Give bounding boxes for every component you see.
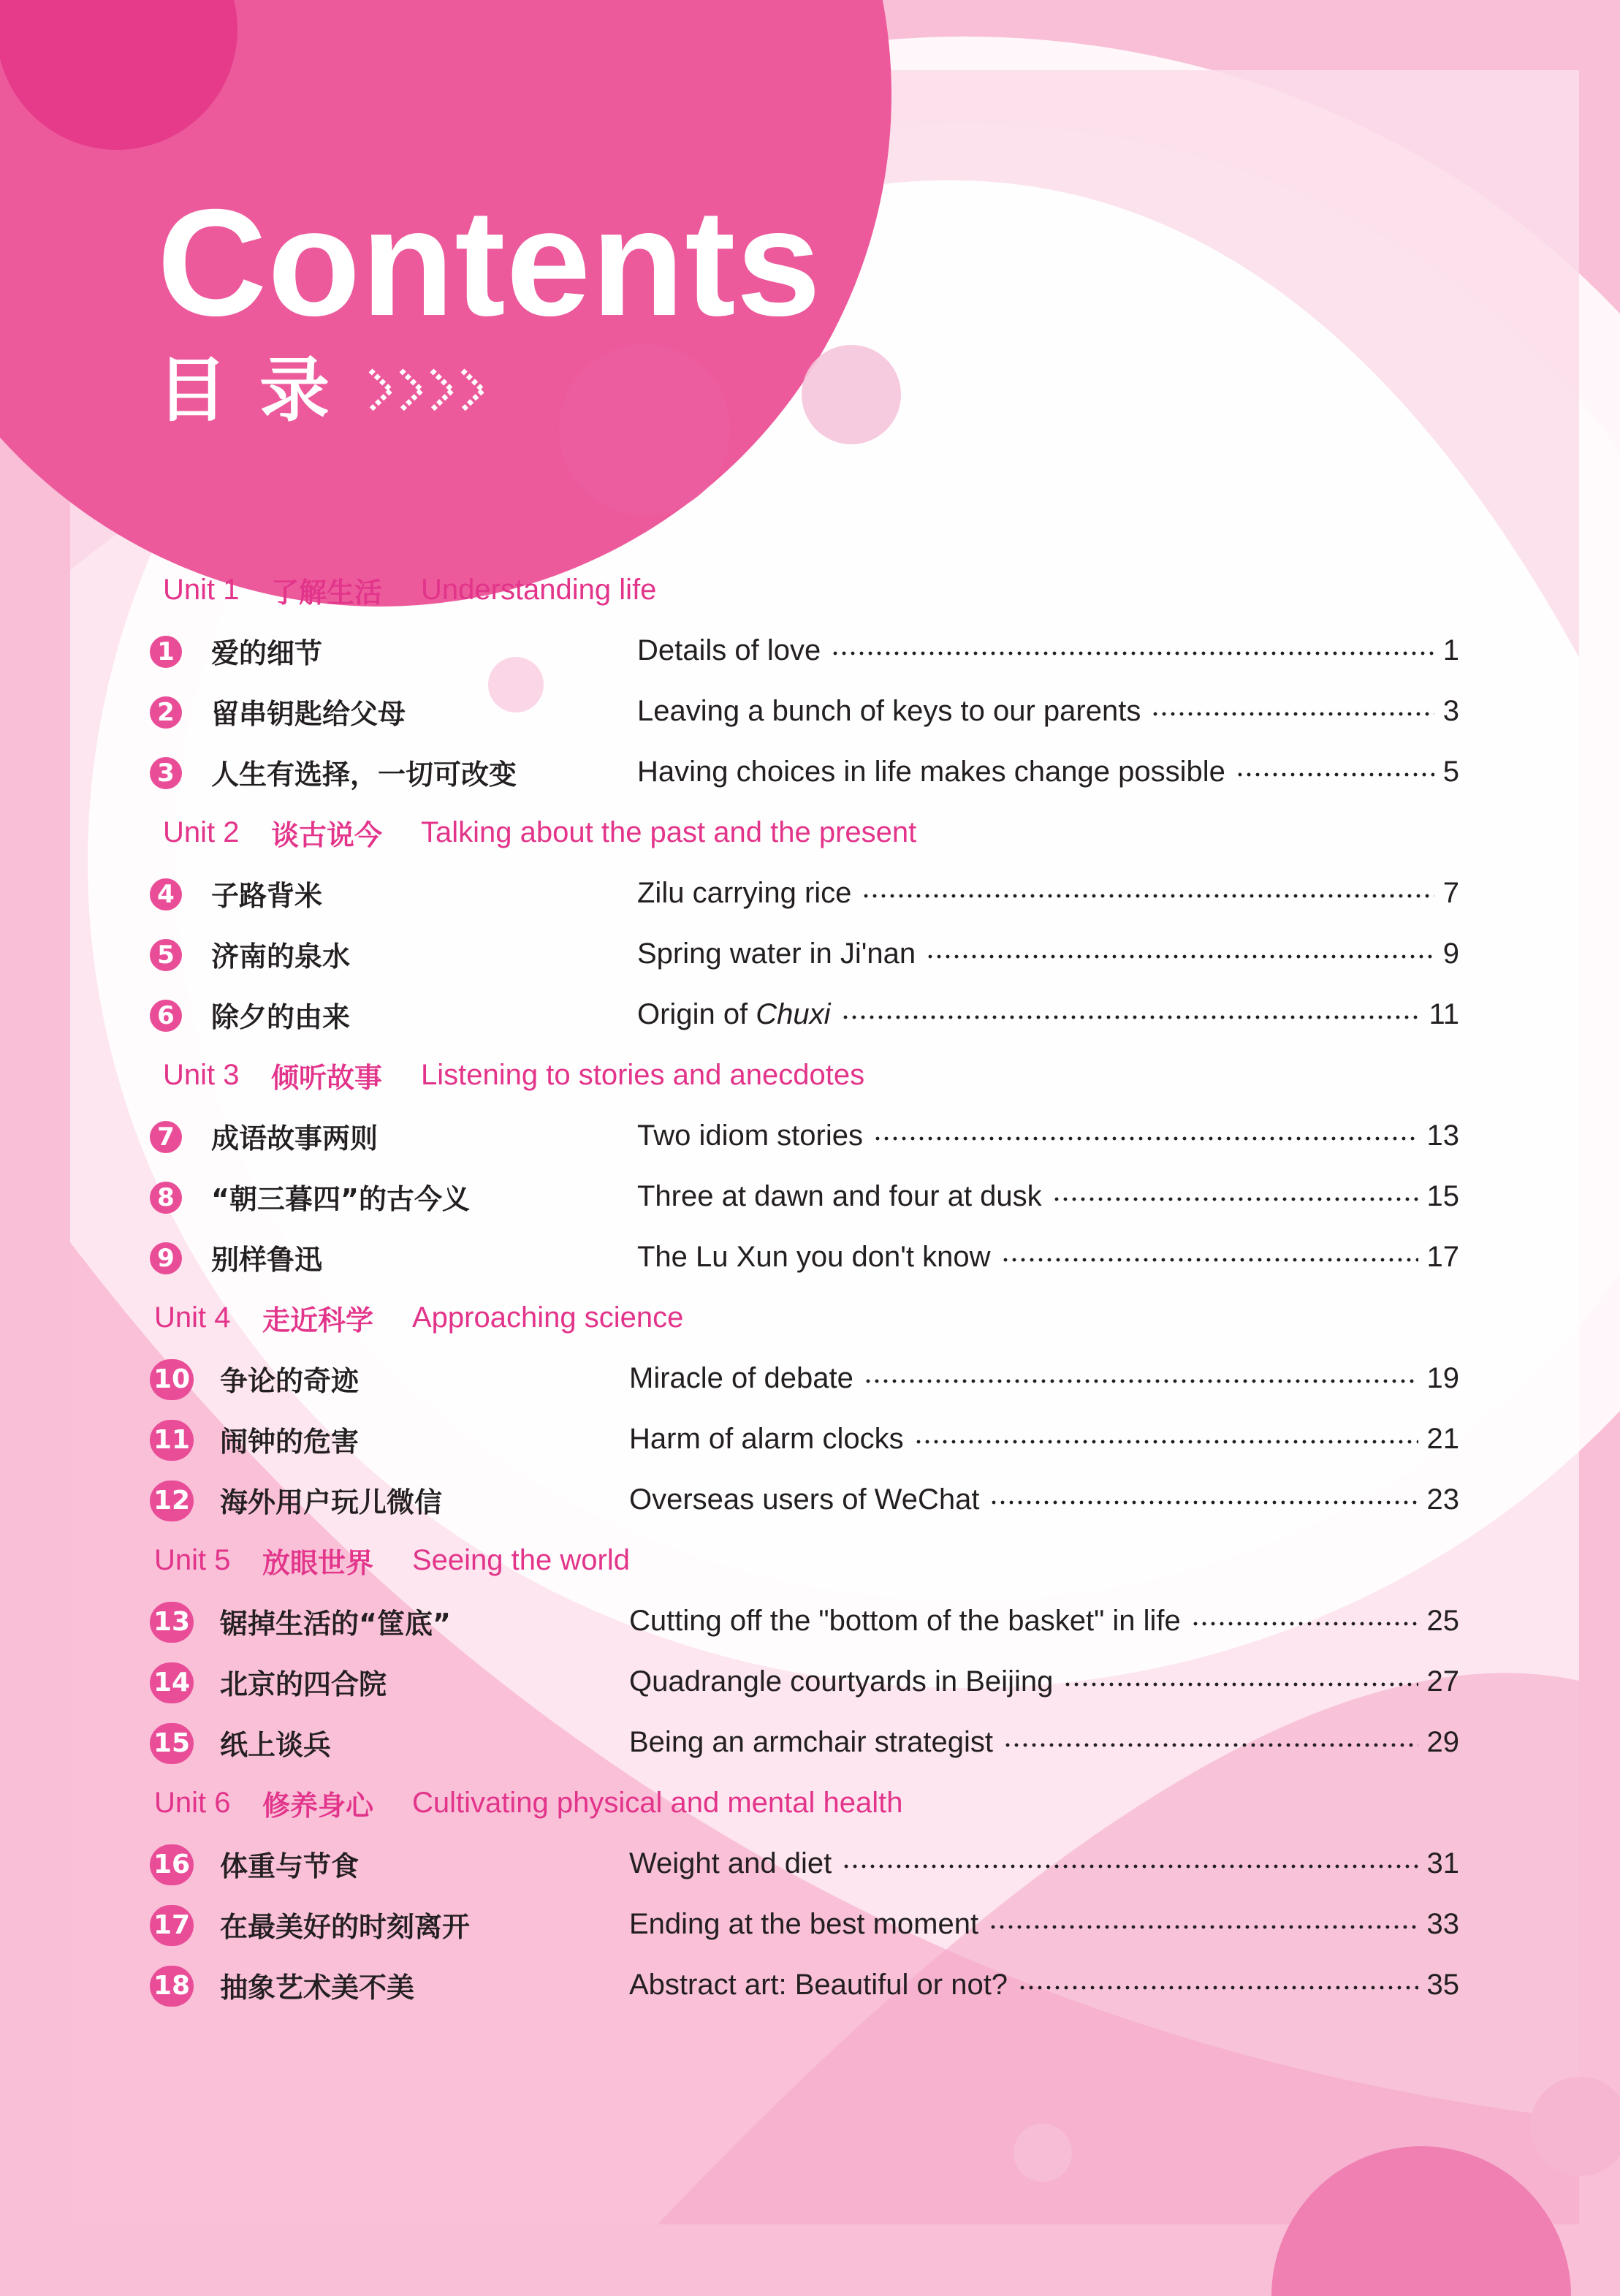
toc-entry[interactable] xyxy=(150,1651,1459,1712)
lesson-title-en: Zilu carrying rice xyxy=(637,877,852,909)
dot-leader xyxy=(914,1440,1418,1444)
unit-heading xyxy=(150,1773,1459,1833)
unit-title-en: Listening to stories and anecdotes xyxy=(421,1059,865,1091)
lesson-title-en: Being an armchair strategist xyxy=(629,1726,994,1758)
page-number: 25 xyxy=(1426,1605,1459,1637)
dot-leader xyxy=(862,894,1434,898)
lesson-line xyxy=(637,863,1459,924)
lesson-number-badge: 11 xyxy=(150,1420,194,1461)
lesson-title-zh: 别样鲁迅 xyxy=(211,1244,323,1276)
lesson-title-en-part: Origin of xyxy=(637,998,756,1030)
page-title-zh-text: 目录 xyxy=(157,349,362,431)
lesson-number-badge: 16 xyxy=(150,1844,194,1885)
toc-entry[interactable] xyxy=(150,1591,1459,1651)
lesson-title-en: Two idiom stories xyxy=(637,1120,863,1152)
lesson-number-badge: 17 xyxy=(150,1905,194,1946)
dot-leader xyxy=(1063,1682,1418,1687)
lesson-title-en: Ending at the best moment xyxy=(629,1908,979,1940)
lesson-title-zh: 争论的奇迹 xyxy=(220,1365,360,1397)
page-number: 13 xyxy=(1426,1120,1459,1152)
lesson-title-zh: 锯掉生活的“筐底” xyxy=(220,1608,451,1640)
unit-heading xyxy=(150,1288,1459,1348)
dot-leader xyxy=(873,1136,1418,1141)
page-number: 17 xyxy=(1426,1241,1459,1273)
lesson-line xyxy=(637,681,1459,742)
lesson-title-zh: 留串钥匙给父母 xyxy=(211,698,406,730)
unit-title-zh: 倾听故事 xyxy=(271,1062,383,1094)
toc-entry[interactable] xyxy=(150,1833,1459,1894)
dot-leader xyxy=(1052,1197,1418,1201)
lesson-title-en: Leaving a bunch of keys to our parents xyxy=(637,695,1141,727)
lesson-number-badge: 7 xyxy=(150,1121,182,1153)
lesson-line xyxy=(629,1470,1459,1530)
lesson-number-badge: 14 xyxy=(150,1662,194,1703)
lesson-title-en: The Lu Xun you don't know xyxy=(637,1241,991,1273)
dot-leader xyxy=(864,1379,1418,1383)
lesson-title-zh: 闹钟的危害 xyxy=(220,1426,360,1458)
page-number: 5 xyxy=(1442,756,1459,788)
lesson-line xyxy=(637,1227,1459,1288)
lesson-number-badge: 2 xyxy=(150,696,182,729)
unit-heading xyxy=(150,1530,1459,1591)
page-number: 23 xyxy=(1426,1483,1459,1516)
dot-leader xyxy=(926,954,1434,959)
lesson-title-zh: 人生有选择，一切可改变 xyxy=(211,759,517,791)
contents-heading xyxy=(157,178,822,431)
page-title-chinese xyxy=(157,350,821,430)
page-number: 9 xyxy=(1442,938,1459,970)
toc-entry[interactable] xyxy=(150,681,1459,742)
toc-entry[interactable] xyxy=(150,620,1459,681)
lesson-line xyxy=(629,1409,1459,1470)
lesson-title-en: Harm of alarm clocks xyxy=(629,1423,904,1455)
dot-leader xyxy=(1151,712,1434,716)
toc-entry[interactable] xyxy=(150,1712,1459,1773)
unit-title-en: Understanding life xyxy=(421,574,657,606)
unit-heading xyxy=(150,560,1459,620)
lesson-line xyxy=(637,1106,1459,1166)
page-number: 21 xyxy=(1426,1423,1459,1455)
unit-number: Unit 3 xyxy=(163,1059,240,1091)
page-number: 33 xyxy=(1426,1908,1459,1940)
unit-heading xyxy=(150,802,1459,863)
lesson-number-badge: 6 xyxy=(150,1000,182,1032)
lesson-title-zh: 抽象艺术美不美 xyxy=(220,1972,415,2004)
lesson-number-badge: 3 xyxy=(150,757,182,789)
lesson-title-zh: 海外用户玩儿微信 xyxy=(220,1486,443,1518)
lesson-title-zh: 济南的泉水 xyxy=(211,940,351,973)
page-number: 31 xyxy=(1426,1847,1459,1879)
dot-leader xyxy=(831,651,1434,655)
lesson-title-zh: 成语故事两则 xyxy=(211,1122,379,1155)
lesson-title-en: Spring water in Ji'nan xyxy=(637,938,916,970)
lesson-line xyxy=(629,1955,1459,2015)
dot-leader xyxy=(842,1864,1418,1869)
lesson-title-zh: 北京的四合院 xyxy=(220,1668,387,1700)
unit-title-en: Approaching science xyxy=(412,1301,684,1334)
page-number: 19 xyxy=(1426,1362,1459,1394)
unit-title-zh: 了解生活 xyxy=(271,577,383,609)
lesson-number-badge: 10 xyxy=(150,1359,194,1400)
lesson-number-badge: 5 xyxy=(150,939,182,971)
lesson-number-badge: 8 xyxy=(150,1182,182,1214)
lesson-title-en: Quadrangle courtyards in Beijing xyxy=(629,1665,1054,1698)
lesson-line xyxy=(629,1712,1459,1773)
dot-leader xyxy=(1001,1258,1418,1262)
lesson-number-badge: 9 xyxy=(150,1242,182,1274)
unit-heading xyxy=(150,1045,1459,1106)
lesson-title-zh: 子路背米 xyxy=(211,880,323,912)
lesson-title-en: Overseas users of WeChat xyxy=(629,1483,980,1516)
page-number: 1 xyxy=(1442,634,1459,666)
lesson-title-en: Having choices in life makes change possible xyxy=(637,756,1225,788)
page-number: 29 xyxy=(1426,1726,1459,1758)
lesson-title-zh: 爱的细节 xyxy=(211,637,323,669)
chevrons-icon xyxy=(366,365,490,416)
lesson-line xyxy=(629,1833,1459,1894)
toc-entry[interactable] xyxy=(150,1227,1459,1288)
lesson-number-badge: 12 xyxy=(150,1480,194,1521)
page-number: 7 xyxy=(1442,877,1459,909)
lesson-number-badge: 1 xyxy=(150,636,182,668)
page-number: 15 xyxy=(1426,1180,1459,1212)
page-number: 11 xyxy=(1429,998,1459,1030)
lesson-line xyxy=(637,742,1459,802)
dot-leader xyxy=(1191,1622,1418,1626)
unit-title-zh: 修养身心 xyxy=(262,1790,374,1822)
page-number: 35 xyxy=(1426,1969,1459,2001)
lesson-line xyxy=(637,984,1459,1045)
toc-entry[interactable] xyxy=(150,924,1459,984)
unit-number: Unit 6 xyxy=(154,1787,231,1819)
lesson-title-zh: “朝三暮四”的古今义 xyxy=(211,1183,470,1215)
unit-title-en: Seeing the world xyxy=(412,1544,630,1576)
lesson-title-en: Details of love xyxy=(637,634,821,666)
table-of-contents xyxy=(150,560,1459,2015)
lesson-line xyxy=(629,1651,1459,1712)
page-title: Contents xyxy=(157,178,822,348)
unit-title-zh: 放眼世界 xyxy=(262,1547,374,1579)
dot-leader xyxy=(989,1500,1418,1505)
page-number: 3 xyxy=(1442,695,1459,727)
lesson-number-badge: 13 xyxy=(150,1602,194,1643)
toc-entry[interactable] xyxy=(150,1955,1459,2015)
lesson-number-badge: 18 xyxy=(150,1966,194,2007)
toc-entry[interactable] xyxy=(150,1166,1459,1227)
lesson-title-en-italic: Chuxi xyxy=(756,998,831,1030)
toc-entry[interactable] xyxy=(150,1894,1459,1955)
lesson-line xyxy=(637,924,1459,984)
lesson-title-zh: 体重与节食 xyxy=(220,1850,360,1882)
lesson-title-en: Cutting off the "bottom of the basket" in life xyxy=(629,1605,1181,1637)
unit-number: Unit 2 xyxy=(163,816,240,848)
unit-title-en: Cultivating physical and mental health xyxy=(412,1787,903,1819)
lesson-title-en: Miracle of debate xyxy=(629,1362,853,1394)
dot-leader xyxy=(1018,1985,1418,1990)
lesson-title-en: Three at dawn and four at dusk xyxy=(637,1180,1042,1212)
lesson-title-en xyxy=(637,998,831,1031)
dot-leader xyxy=(1236,772,1434,777)
lesson-title-en: Weight and diet xyxy=(629,1847,832,1879)
toc-entry[interactable] xyxy=(150,984,1459,1045)
lesson-number-badge: 15 xyxy=(150,1723,194,1764)
lesson-number-badge: 4 xyxy=(150,878,182,911)
lesson-line xyxy=(629,1348,1459,1409)
lesson-title-zh: 在最美好的时刻离开 xyxy=(220,1911,471,1943)
toc-entry[interactable] xyxy=(150,742,1459,802)
dot-leader xyxy=(989,1925,1418,1929)
lesson-line xyxy=(637,1166,1459,1227)
lesson-title-en: Abstract art: Beautiful or not? xyxy=(629,1969,1008,2001)
dot-leader xyxy=(841,1015,1418,1019)
page-number: 27 xyxy=(1426,1665,1459,1698)
toc-entry[interactable] xyxy=(150,1348,1459,1409)
unit-number: Unit 5 xyxy=(154,1544,231,1576)
unit-title-zh: 谈古说今 xyxy=(271,819,383,851)
unit-title-zh: 走近科学 xyxy=(262,1304,374,1337)
unit-title-en: Talking about the past and the present xyxy=(421,816,917,848)
lesson-line xyxy=(629,1591,1459,1651)
unit-number: Unit 1 xyxy=(163,574,240,606)
toc-entry[interactable] xyxy=(150,1470,1459,1530)
unit-number: Unit 4 xyxy=(154,1301,231,1334)
toc-entry[interactable] xyxy=(150,1106,1459,1166)
toc-entry[interactable] xyxy=(150,1409,1459,1470)
lesson-line xyxy=(629,1894,1459,1955)
lesson-title-zh: 纸上谈兵 xyxy=(220,1729,332,1761)
toc-entry[interactable] xyxy=(150,863,1459,924)
lesson-title-zh: 除夕的由来 xyxy=(211,1001,351,1033)
lesson-line xyxy=(637,620,1459,681)
dot-leader xyxy=(1003,1743,1418,1747)
